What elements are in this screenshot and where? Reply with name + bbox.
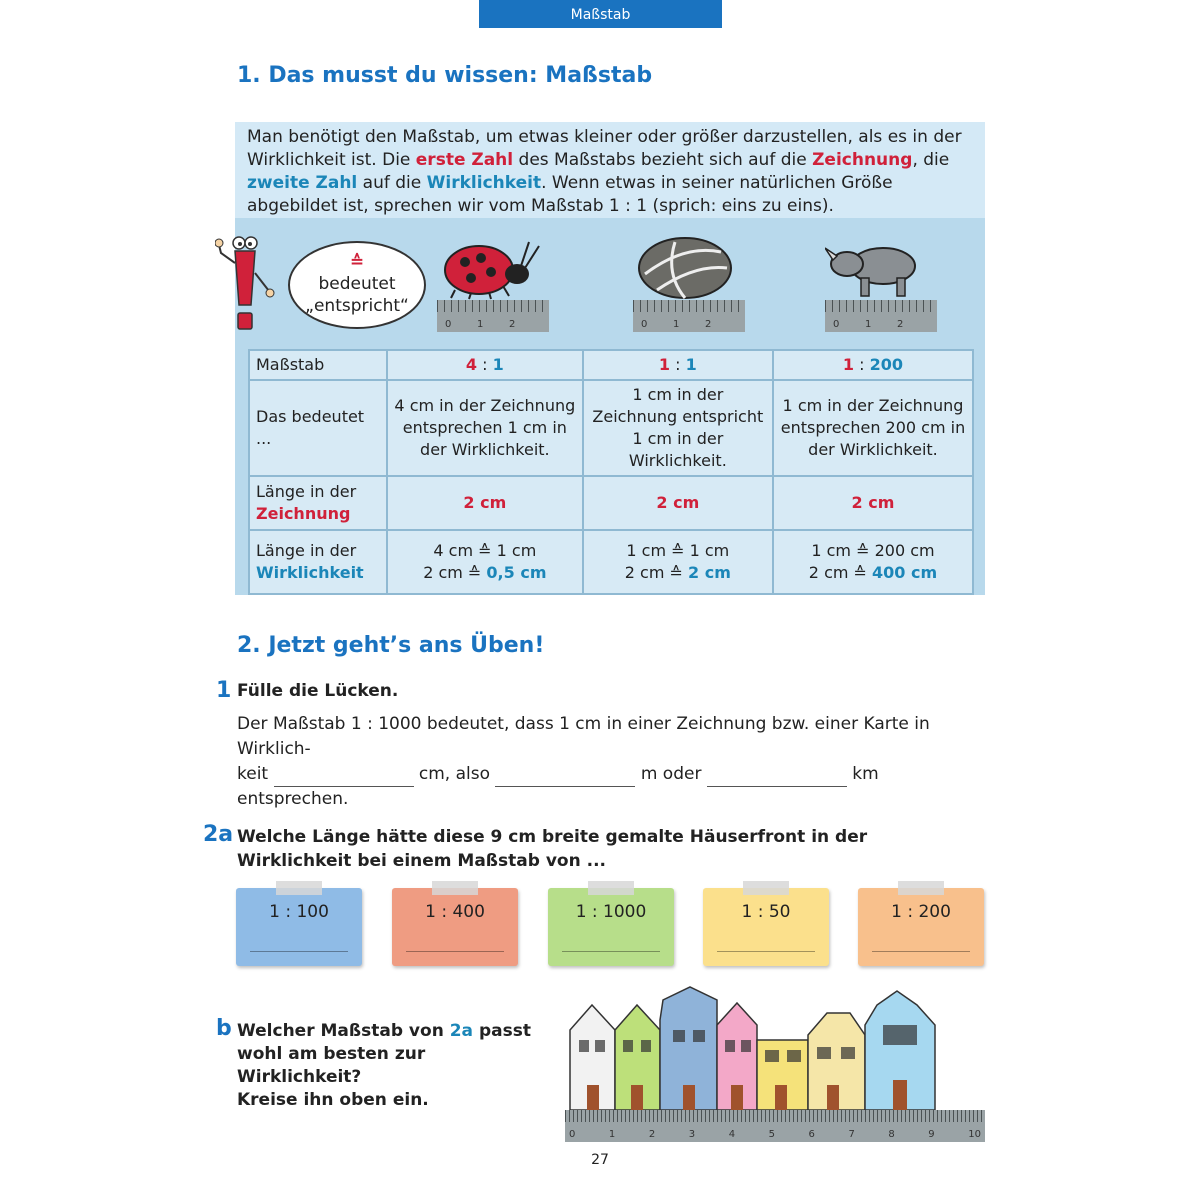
exercise-1-task: Fülle die Lücken. — [237, 681, 399, 701]
speech-bubble — [288, 241, 426, 329]
info-text: Man benötigt den Maßstab, um etwas kleiner oder größer darzustellen, als es in der Wirklichkeit ist. Die — [247, 127, 962, 170]
exercise-2a-task: Welche Länge hätte diese 9 cm breite gemalte Häuserfront in der Wirklichkeit bei einem Maßstab von ... — [237, 827, 868, 871]
bubble-line: „entspricht“ — [305, 296, 409, 316]
row-label-drawing: Länge in der Zeichnung — [249, 476, 387, 530]
scale-note[interactable]: 1 : 100 — [236, 888, 362, 966]
answer-blank-m[interactable] — [495, 769, 635, 787]
reality-length-cell: 4 cm ≙ 1 cm 2 cm ≙ 0,5 cm — [387, 530, 583, 594]
row-label-meaning: Das bedeutet ... — [249, 380, 387, 476]
exercise-1-number: 1 — [216, 678, 232, 703]
bubble-line: bedeutet — [318, 274, 396, 294]
stone-icon — [635, 234, 735, 302]
houses-illustration — [565, 985, 985, 1110]
page-number: 27 — [591, 1152, 609, 1168]
drawing-length-cell: 2 cm — [583, 476, 773, 530]
ruler-icon: 0 1 2 — [633, 300, 745, 332]
corresponds-symbol: ≙ — [349, 252, 365, 272]
chapter-tab: Maßstab — [479, 0, 722, 28]
scale-note[interactable]: 1 : 200 — [858, 888, 984, 966]
meaning-cell: 4 cm in der Zeichnung entsprechen 1 cm in der Wirklichkeit. — [387, 380, 583, 476]
answer-blank-km[interactable] — [707, 769, 847, 787]
exercise-2a-number: 2a — [203, 822, 234, 847]
info-text: auf die — [357, 173, 427, 193]
scale-cell: 1 : 1 — [583, 350, 773, 380]
row-label-reality: Länge in der Wirklichkeit — [249, 530, 387, 594]
scale-note[interactable]: 1 : 1000 — [548, 888, 674, 966]
ruler-icon: 0 1 2 — [437, 300, 549, 332]
exclamation-mascot-icon — [215, 233, 275, 343]
info-box — [235, 122, 985, 218]
exercise-2b-number: b — [216, 1016, 232, 1041]
info-text: des Maßstabs bezieht sich auf die — [513, 150, 813, 170]
reality-length-cell: 1 cm ≙ 200 cm 2 cm ≙ 400 cm — [773, 530, 973, 594]
exercise-1-text: Der Maßstab 1 : 1000 bedeutet, dass 1 cm in einer Zeichnung bzw. einer Karte in Wirklich- keit cm, also m oder km entsprechen. — [237, 714, 930, 809]
scale-table — [248, 349, 974, 595]
info-first-number: erste Zahl — [415, 150, 514, 170]
meaning-cell: 1 cm in der Zeichnung entspricht 1 cm in der Wirklichkeit. — [583, 380, 773, 476]
table-row — [249, 350, 973, 380]
meaning-cell: 1 cm in der Zeichnung entsprechen 200 cm in der Wirklichkeit. — [773, 380, 973, 476]
scale-note[interactable]: 1 : 50 — [703, 888, 829, 966]
ladybug-icon — [441, 236, 541, 300]
rhino-icon — [825, 238, 925, 300]
table-row — [249, 380, 973, 476]
scale-cell: 1 : 200 — [773, 350, 973, 380]
long-ruler-icon: 0 1 2 3 4 5 6 7 8 9 10 — [565, 1110, 985, 1142]
drawing-length-cell: 2 cm — [773, 476, 973, 530]
table-row — [249, 476, 973, 530]
info-drawing: Zeichnung — [812, 150, 913, 170]
reality-length-cell: 1 cm ≙ 1 cm 2 cm ≙ 2 cm — [583, 530, 773, 594]
answer-blank-cm[interactable] — [274, 769, 414, 787]
exercise-2b-task: Welcher Maßstab von 2a passt wohl am besten zur Wirklichkeit? Kreise ihn oben ein. — [237, 1021, 531, 1110]
info-text: . Wenn etwas in seiner natürlichen Größe abgebildet ist, sprechen wir vom Maßstab 1 : 1 (sprich: eins zu eins). — [247, 173, 893, 216]
section-2-title: 2. Jetzt geht’s ans Üben! — [237, 633, 545, 658]
ruler-icon: 0 1 2 — [825, 300, 937, 332]
info-reality: Wirklichkeit — [426, 173, 542, 193]
table-row — [249, 530, 973, 594]
drawing-length-cell: 2 cm — [387, 476, 583, 530]
scale-cell: 4 : 1 — [387, 350, 583, 380]
info-second-number: zweite Zahl — [247, 173, 358, 193]
row-label-scale: Maßstab — [249, 350, 387, 380]
section-1-title: 1. Das musst du wissen: Maßstab — [237, 63, 653, 88]
scale-note[interactable]: 1 : 400 — [392, 888, 518, 966]
info-text: , die — [912, 150, 950, 170]
